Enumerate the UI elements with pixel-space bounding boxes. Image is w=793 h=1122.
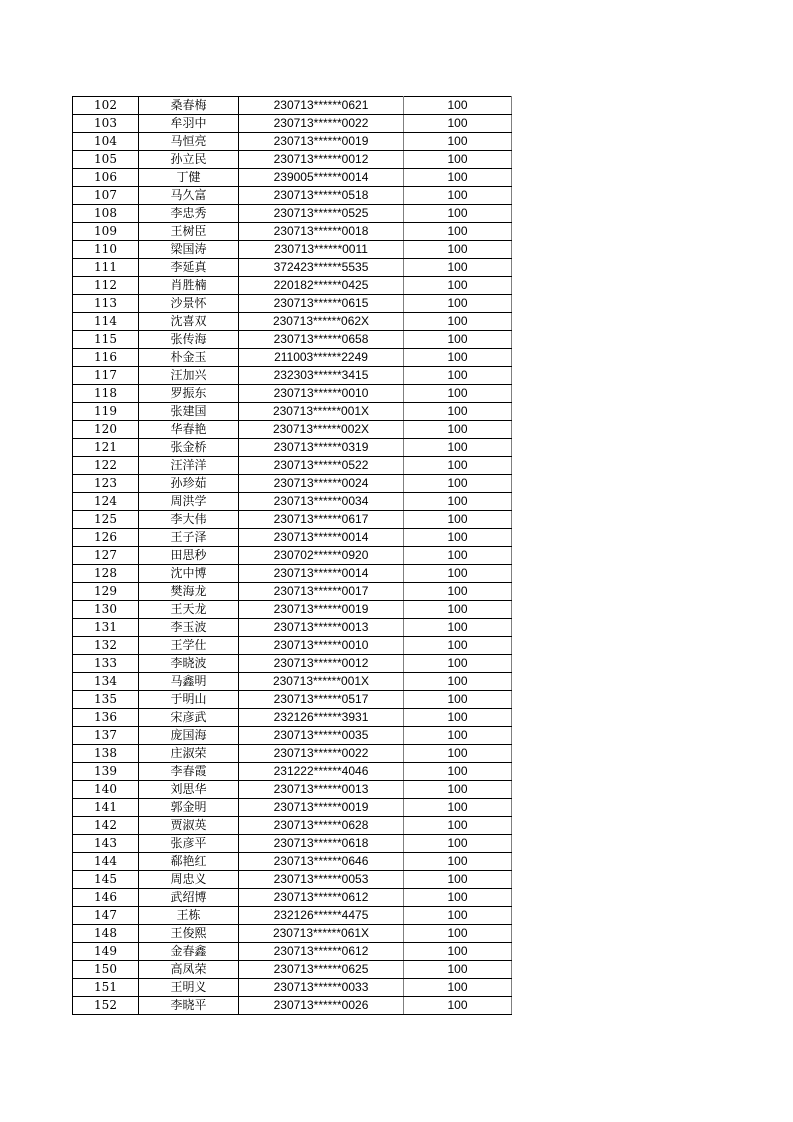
name-cell: 田思秒 [139,547,239,565]
id-number-cell: 230713******0012 [239,151,404,169]
table-row [73,475,512,493]
row-number-cell: 129 [73,583,139,601]
table-row [73,691,512,709]
score-cell: 100 [404,493,512,511]
id-number-cell: 230713******0019 [239,601,404,619]
row-number-cell: 104 [73,133,139,151]
row-number-cell: 149 [73,943,139,961]
id-number-cell: 230713******0612 [239,943,404,961]
row-number-cell: 150 [73,961,139,979]
row-number-cell: 116 [73,349,139,367]
name-cell: 桑春梅 [139,97,239,115]
row-number-cell: 121 [73,439,139,457]
id-number-cell: 232126******3931 [239,709,404,727]
id-number-cell: 239005******0014 [239,169,404,187]
id-number-cell: 230713******061X [239,925,404,943]
score-cell: 100 [404,133,512,151]
score-cell: 100 [404,871,512,889]
table-row [73,385,512,403]
table-row [73,745,512,763]
id-number-cell: 230713******0033 [239,979,404,997]
name-cell: 庄淑荣 [139,745,239,763]
table-row [73,583,512,601]
name-cell: 梁国涛 [139,241,239,259]
row-number-cell: 141 [73,799,139,817]
score-cell: 100 [404,907,512,925]
row-number-cell: 106 [73,169,139,187]
id-number-cell: 230713******0024 [239,475,404,493]
table-row [73,169,512,187]
row-number-cell: 126 [73,529,139,547]
score-cell: 100 [404,331,512,349]
id-number-cell: 230713******0018 [239,223,404,241]
score-cell: 100 [404,997,512,1015]
name-cell: 王树臣 [139,223,239,241]
row-number-cell: 131 [73,619,139,637]
score-cell: 100 [404,439,512,457]
id-number-cell: 230713******062X [239,313,404,331]
id-number-cell: 230713******0012 [239,655,404,673]
row-number-cell: 152 [73,997,139,1015]
name-cell: 郭金明 [139,799,239,817]
score-cell: 100 [404,853,512,871]
name-cell: 罗振东 [139,385,239,403]
name-cell: 李玉波 [139,619,239,637]
score-cell: 100 [404,223,512,241]
id-number-cell: 372423******5535 [239,259,404,277]
row-number-cell: 128 [73,565,139,583]
id-number-cell: 230713******0615 [239,295,404,313]
name-cell: 宋彦武 [139,709,239,727]
score-cell: 100 [404,583,512,601]
table-row [73,295,512,313]
name-cell: 孙珍茹 [139,475,239,493]
name-cell: 王子泽 [139,529,239,547]
score-cell: 100 [404,961,512,979]
table-row [73,349,512,367]
table-row [73,133,512,151]
table-row [73,961,512,979]
id-number-cell: 230713******0618 [239,835,404,853]
score-cell: 100 [404,673,512,691]
table-row [73,637,512,655]
name-cell: 马恒亮 [139,133,239,151]
id-number-cell: 230713******0617 [239,511,404,529]
row-number-cell: 113 [73,295,139,313]
row-number-cell: 148 [73,925,139,943]
table-row [73,907,512,925]
table-row [73,565,512,583]
score-cell: 100 [404,259,512,277]
id-number-cell: 230713******0017 [239,583,404,601]
score-cell: 100 [404,943,512,961]
id-number-cell: 230713******0053 [239,871,404,889]
row-number-cell: 151 [73,979,139,997]
row-number-cell: 137 [73,727,139,745]
score-cell: 100 [404,187,512,205]
score-cell: 100 [404,421,512,439]
name-cell: 李大伟 [139,511,239,529]
name-cell: 马久富 [139,187,239,205]
table-row [73,835,512,853]
name-cell: 李忠秀 [139,205,239,223]
name-cell: 武绍博 [139,889,239,907]
name-cell: 王天龙 [139,601,239,619]
name-cell: 张建国 [139,403,239,421]
row-number-cell: 120 [73,421,139,439]
id-number-cell: 230713******0013 [239,619,404,637]
id-number-cell: 230713******0034 [239,493,404,511]
table-row [73,97,512,115]
row-number-cell: 125 [73,511,139,529]
table-row [73,943,512,961]
name-cell: 肖胜楠 [139,277,239,295]
table-row [73,655,512,673]
table-row [73,727,512,745]
row-number-cell: 118 [73,385,139,403]
score-cell: 100 [404,511,512,529]
table-row [73,277,512,295]
id-number-cell: 230713******0022 [239,115,404,133]
id-number-cell: 230713******001X [239,403,404,421]
score-cell: 100 [404,781,512,799]
name-cell: 金春鑫 [139,943,239,961]
table-row [73,817,512,835]
name-cell: 于明山 [139,691,239,709]
id-number-cell: 230713******0011 [239,241,404,259]
table-row [73,547,512,565]
name-cell: 牟羽中 [139,115,239,133]
table-row [73,223,512,241]
id-number-cell: 230713******0010 [239,385,404,403]
id-number-cell: 230713******0522 [239,457,404,475]
id-number-cell: 230713******0026 [239,997,404,1015]
name-cell: 李春霞 [139,763,239,781]
score-cell: 100 [404,835,512,853]
row-number-cell: 133 [73,655,139,673]
name-cell: 刘思华 [139,781,239,799]
id-number-cell: 232303******3415 [239,367,404,385]
row-number-cell: 107 [73,187,139,205]
name-cell: 王栋 [139,907,239,925]
table-row [73,709,512,727]
id-number-cell: 230713******0518 [239,187,404,205]
name-cell: 丁健 [139,169,239,187]
row-number-cell: 111 [73,259,139,277]
table-row [73,313,512,331]
table-row [73,853,512,871]
score-cell: 100 [404,691,512,709]
row-number-cell: 109 [73,223,139,241]
table-row [73,439,512,457]
id-number-cell: 230713******0646 [239,853,404,871]
score-cell: 100 [404,763,512,781]
row-number-cell: 140 [73,781,139,799]
id-number-cell: 230713******002X [239,421,404,439]
row-number-cell: 112 [73,277,139,295]
table-row [73,493,512,511]
name-cell: 庞国海 [139,727,239,745]
table-row [73,331,512,349]
score-cell: 100 [404,547,512,565]
row-number-cell: 130 [73,601,139,619]
score-cell: 100 [404,169,512,187]
table-row [73,511,512,529]
id-number-cell: 230713******0525 [239,205,404,223]
row-number-cell: 135 [73,691,139,709]
score-cell: 100 [404,799,512,817]
table-row [73,205,512,223]
score-cell: 100 [404,115,512,133]
row-number-cell: 138 [73,745,139,763]
id-number-cell: 230713******0621 [239,97,404,115]
score-cell: 100 [404,403,512,421]
table-row [73,367,512,385]
row-number-cell: 115 [73,331,139,349]
row-number-cell: 123 [73,475,139,493]
name-cell: 樊海龙 [139,583,239,601]
name-cell: 张金桥 [139,439,239,457]
name-cell: 张传海 [139,331,239,349]
row-number-cell: 103 [73,115,139,133]
name-cell: 郗艳红 [139,853,239,871]
table-row [73,979,512,997]
table-row [73,457,512,475]
row-number-cell: 124 [73,493,139,511]
name-cell: 沙景怀 [139,295,239,313]
id-number-cell: 230713******0319 [239,439,404,457]
id-number-cell: 230702******0920 [239,547,404,565]
table-row [73,601,512,619]
score-cell: 100 [404,241,512,259]
name-cell: 张彦平 [139,835,239,853]
name-cell: 周洪学 [139,493,239,511]
name-cell: 沈喜双 [139,313,239,331]
table-row [73,241,512,259]
table-row [73,925,512,943]
name-cell: 李延真 [139,259,239,277]
id-number-cell: 211003******2249 [239,349,404,367]
row-number-cell: 108 [73,205,139,223]
id-number-cell: 230713******0014 [239,565,404,583]
id-number-cell: 230713******0013 [239,781,404,799]
score-cell: 100 [404,295,512,313]
row-number-cell: 102 [73,97,139,115]
roster-table-body [73,97,512,1015]
table-row [73,187,512,205]
id-number-cell: 230713******0019 [239,133,404,151]
score-cell: 100 [404,277,512,295]
table-row [73,421,512,439]
row-number-cell: 139 [73,763,139,781]
row-number-cell: 119 [73,403,139,421]
score-cell: 100 [404,313,512,331]
score-cell: 100 [404,709,512,727]
id-number-cell: 230713******0612 [239,889,404,907]
score-cell: 100 [404,565,512,583]
id-number-cell: 230713******0625 [239,961,404,979]
name-cell: 汪加兴 [139,367,239,385]
id-number-cell: 230713******0010 [239,637,404,655]
score-cell: 100 [404,97,512,115]
row-number-cell: 134 [73,673,139,691]
table-row [73,619,512,637]
score-cell: 100 [404,475,512,493]
score-cell: 100 [404,619,512,637]
id-number-cell: 230713******0019 [239,799,404,817]
score-cell: 100 [404,385,512,403]
score-cell: 100 [404,349,512,367]
id-number-cell: 230713******0658 [239,331,404,349]
score-cell: 100 [404,889,512,907]
row-number-cell: 145 [73,871,139,889]
score-cell: 100 [404,457,512,475]
table-row [73,403,512,421]
name-cell: 王学仕 [139,637,239,655]
id-number-cell: 230713******0628 [239,817,404,835]
table-row [73,781,512,799]
score-cell: 100 [404,529,512,547]
id-number-cell: 232126******4475 [239,907,404,925]
table-row [73,763,512,781]
name-cell: 马鑫明 [139,673,239,691]
row-number-cell: 132 [73,637,139,655]
row-number-cell: 147 [73,907,139,925]
id-number-cell: 230713******0035 [239,727,404,745]
table-row [73,889,512,907]
name-cell: 高凤荣 [139,961,239,979]
score-cell: 100 [404,151,512,169]
name-cell: 王俊熙 [139,925,239,943]
name-cell: 朴金玉 [139,349,239,367]
score-cell: 100 [404,925,512,943]
name-cell: 沈中博 [139,565,239,583]
table-row [73,259,512,277]
name-cell: 李晓平 [139,997,239,1015]
table-row [73,871,512,889]
score-cell: 100 [404,205,512,223]
id-number-cell: 230713******0014 [239,529,404,547]
table-row [73,115,512,133]
score-cell: 100 [404,979,512,997]
row-number-cell: 142 [73,817,139,835]
score-cell: 100 [404,637,512,655]
id-number-cell: 230713******001X [239,673,404,691]
score-cell: 100 [404,817,512,835]
row-number-cell: 144 [73,853,139,871]
table-row [73,151,512,169]
table-row [73,799,512,817]
table-row [73,997,512,1015]
id-number-cell: 231222******4046 [239,763,404,781]
id-number-cell: 220182******0425 [239,277,404,295]
row-number-cell: 127 [73,547,139,565]
row-number-cell: 143 [73,835,139,853]
id-number-cell: 230713******0022 [239,745,404,763]
row-number-cell: 117 [73,367,139,385]
name-cell: 李晓波 [139,655,239,673]
name-cell: 王明义 [139,979,239,997]
name-cell: 贾淑英 [139,817,239,835]
score-cell: 100 [404,655,512,673]
name-cell: 汪洋洋 [139,457,239,475]
score-cell: 100 [404,601,512,619]
name-cell: 周忠义 [139,871,239,889]
score-cell: 100 [404,727,512,745]
row-number-cell: 110 [73,241,139,259]
roster-table [72,96,512,1015]
table-row [73,673,512,691]
name-cell: 华春艳 [139,421,239,439]
row-number-cell: 146 [73,889,139,907]
name-cell: 孙立民 [139,151,239,169]
score-cell: 100 [404,745,512,763]
score-cell: 100 [404,367,512,385]
table-row [73,529,512,547]
row-number-cell: 136 [73,709,139,727]
row-number-cell: 114 [73,313,139,331]
id-number-cell: 230713******0517 [239,691,404,709]
row-number-cell: 105 [73,151,139,169]
row-number-cell: 122 [73,457,139,475]
